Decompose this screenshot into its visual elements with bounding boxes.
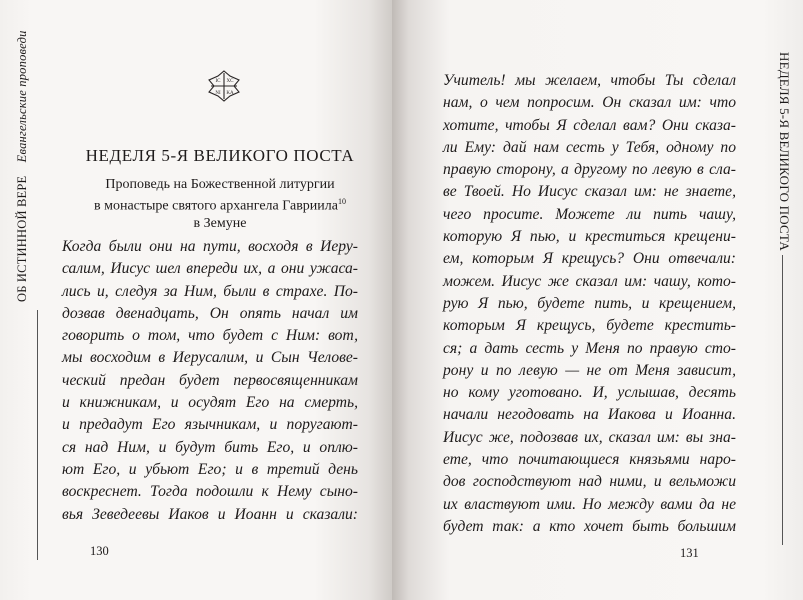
emblem-letters-ic: IC [215,79,221,84]
text-line: Когда были они на пути, восходя в Иеру- [62,238,358,255]
text-line: лись и, следуя за Ним, были в страхе. По- [62,282,358,300]
subheading-line: Проповедь на Божественной литургии [105,177,335,192]
left-running-head [15,30,30,302]
emblem-letters-ni: NI [215,91,221,96]
text-line: будет так: а кто хочет быть большим [443,517,736,535]
text-line: начали негодовать на Иакова и Иоанна. [443,406,736,424]
right-page [392,0,803,600]
text-line: ся; а дать сесть у Меня по правую сто- [443,339,736,357]
left-page-number: 130 [90,544,109,558]
chapter-subheading [70,176,370,232]
text-line: ве Твоей. Но Иисус сказал им: не знаете, [443,183,736,201]
text-line: ли Ему: дай нам сесть у Тебя, одному по [443,138,736,156]
text-line: ют Его, и убьют Его; и в третий день [62,460,358,478]
text-line: ем, которым Я крещусь? Они отвечали: [443,250,736,268]
right-page-number: 131 [680,546,699,560]
text-line: рую Я пью, будете пить, и крещением, [443,294,736,312]
text-line: Иисус же, подозвав их, сказал им: вы зна- [443,428,736,446]
text-line: ческий предан будет первосвященникам [62,371,358,389]
text-line: и книжникам, и осудят Его на смерть, [62,394,358,412]
cross-emblem-icon [206,68,242,104]
text-line: дов господствуют над ними, и вельможи [443,473,736,491]
right-body-text [443,70,736,538]
footnote-marker: 10 [338,197,346,206]
text-line: вья Зеведеевы Иаков и Иоанн и сказали: [62,505,358,523]
text-line: хотите, чтобы Я сделал вам? Они сказа- [443,116,736,134]
chapter-heading: НЕДЕЛЯ 5-Я ВЕЛИКОГО ПОСТА [85,146,355,165]
subheading-line: в Земуне [193,215,247,231]
right-margin-rule [782,255,783,545]
text-line: воскреснет. Тогда подошли к Нему сыно- [62,483,358,501]
text-line: но кому уготовано. И, услышав, десять [443,384,736,402]
right-running-head: НЕДЕЛЯ 5-Я ВЕЛИКОГО ПОСТА [777,52,792,251]
running-head-subtitle: Евангельские проповеди [15,30,29,163]
text-line: нам, о чем попросим. Он сказал им: что [443,94,736,112]
text-line: можем. Иисус же сказал им: чашу, кото- [443,272,736,290]
subheading-line: в монастыре святого архангела Гавриила [94,198,338,214]
running-head-title: ОБ ИСТИННОЙ ВЕРЕ [15,175,29,302]
emblem-letters-ka: KA [226,91,234,96]
text-line: салим, Иисус шел впереди их, а они ужаса- [62,260,358,278]
text-line: которую Я пью, и креститься крещени- [443,228,736,246]
emblem-letters-xc: XC [226,79,234,84]
text-line: которым Я крещусь, будете крестить- [443,317,736,335]
left-margin-rule [37,310,38,560]
text-line: ся над Ним, и будут бить Его, и оплю- [62,438,358,456]
text-line: Учитель! мы желаем, чтобы Ты сделал [443,72,736,89]
text-line: ете, что почитающиеся князьями наро- [443,451,736,469]
left-body-text [62,236,358,526]
text-line: говорить о том, что будет с Ним: вот, [62,327,358,345]
text-line: правую сторону, а другому по левую в сла- [443,161,736,179]
text-line: их властвуют ими. Но между вами да не [443,495,736,513]
text-line: мы восходим в Иерусалим, и Сын Челове- [62,349,358,367]
text-line: и предадут Его язычникам, и поругают- [62,416,358,434]
text-line: рону и по левую — не от Меня зависит, [443,361,736,379]
left-page [0,0,392,600]
text-line: дозвав двенадцать, Он опять начал им [62,304,358,322]
text-line: чего просите. Можете ли пить чашу, [443,205,736,223]
